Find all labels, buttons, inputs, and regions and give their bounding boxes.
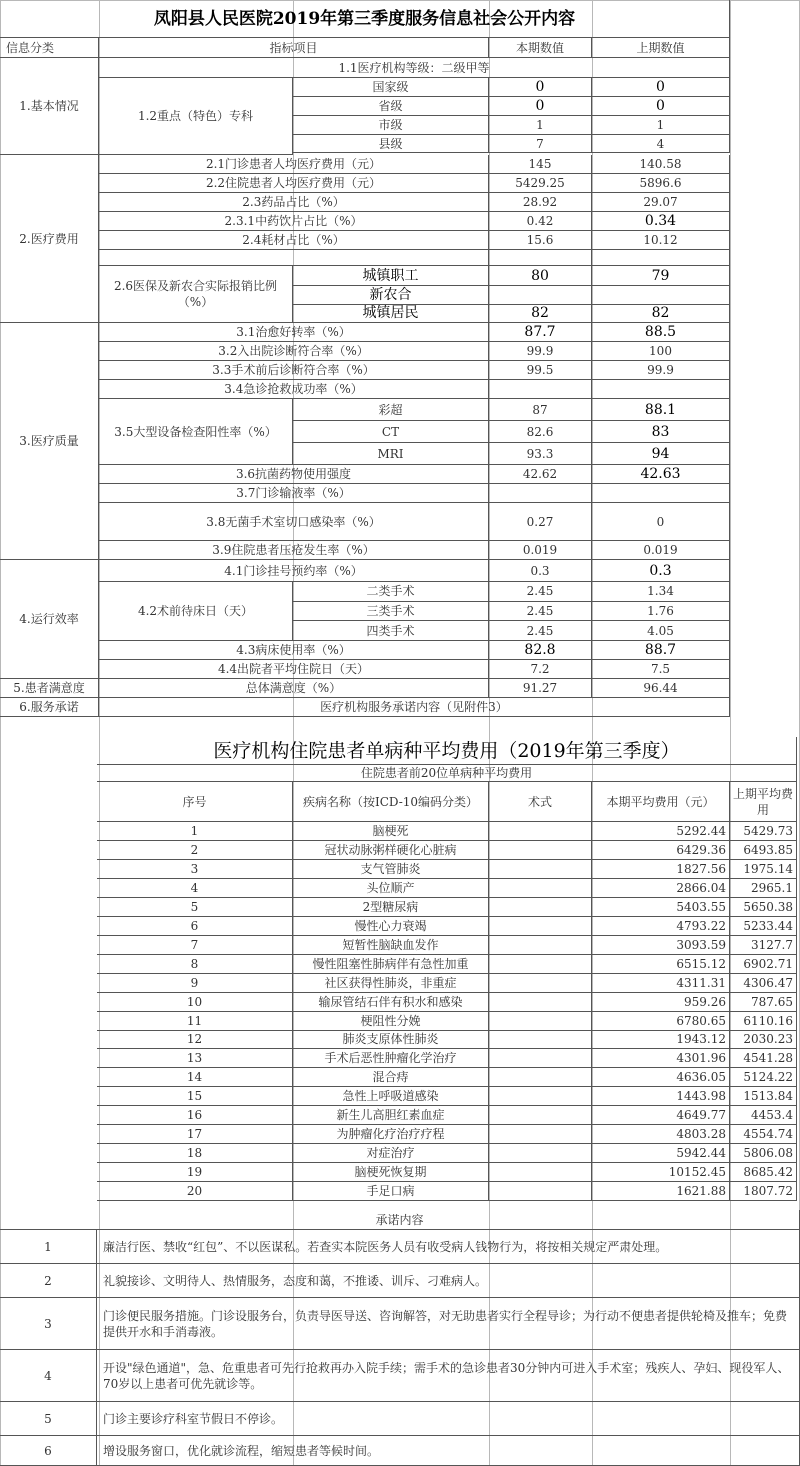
disease-avg-current[interactable]: 3093.59 [592, 936, 730, 955]
header-surgery[interactable]: 术式 [489, 782, 592, 822]
disease-table-title[interactable]: 医疗机构住院患者单病种平均费用（2019年第三季度） [97, 737, 797, 765]
disease-avg-current[interactable]: 4793.22 [592, 917, 730, 936]
disease-avg-current[interactable]: 5942.44 [592, 1144, 730, 1163]
reimbursement-previous[interactable]: 82 [592, 305, 730, 324]
quality-current[interactable]: 0.019 [489, 541, 592, 560]
surgery-class[interactable]: 三类手术 [293, 602, 489, 622]
equipment-label[interactable]: 3.5大型设备检查阳性率（%） [99, 399, 293, 465]
reimbursement-current[interactable] [489, 286, 592, 305]
commitment-no[interactable]: 2 [0, 1264, 97, 1298]
disease-name[interactable]: 手足口病 [293, 1182, 489, 1201]
quality-item[interactable]: 3.6抗菌药物使用强度 [99, 465, 489, 484]
disease-name[interactable]: 肺炎支原体性肺炎 [293, 1030, 489, 1049]
quality-previous[interactable]: 42.63 [592, 465, 730, 484]
disease-seq[interactable]: 9 [97, 974, 293, 993]
disease-surgery[interactable] [489, 1030, 592, 1049]
specialty-current[interactable]: 1 [489, 116, 592, 135]
cost-current[interactable]: 145 [489, 155, 592, 174]
disease-seq[interactable]: 1 [97, 822, 293, 841]
quality-previous[interactable]: 0 [592, 503, 730, 541]
cost-previous[interactable]: 0.34 [592, 212, 730, 231]
disease-avg-current[interactable]: 4636.05 [592, 1068, 730, 1087]
surgery-class[interactable]: 二类手术 [293, 582, 489, 602]
quality-item[interactable]: 3.2入出院诊断符合率（%） [99, 342, 489, 361]
disease-surgery[interactable] [489, 1087, 592, 1106]
efficiency-previous[interactable]: 88.7 [592, 641, 730, 660]
equipment-previous[interactable]: 88.1 [592, 399, 730, 421]
disease-name[interactable]: 对症治疗 [293, 1144, 489, 1163]
disease-avg-current[interactable]: 2866.04 [592, 879, 730, 898]
disease-avg-current[interactable]: 4803.28 [592, 1125, 730, 1144]
specialty-current[interactable]: 7 [489, 135, 592, 153]
equipment-type[interactable]: 彩超 [293, 399, 489, 421]
cost-item[interactable]: 2.1门诊患者人均医疗费用（元） [99, 155, 489, 174]
disease-avg-previous[interactable]: 2030.23 [730, 1030, 797, 1049]
disease-surgery[interactable] [489, 1106, 592, 1125]
reimbursement-type[interactable]: 城镇职工 [293, 266, 489, 286]
disease-seq[interactable]: 20 [97, 1182, 293, 1201]
efficiency-previous[interactable]: 0.3 [592, 560, 730, 582]
commitment-no[interactable]: 4 [0, 1350, 97, 1402]
header-category[interactable]: 信息分类 [0, 38, 99, 58]
disease-surgery[interactable] [489, 1049, 592, 1068]
specialty-current[interactable]: 0 [489, 78, 592, 97]
commitment-text[interactable]: 廉洁行医、禁收“红包”、不以医谋私。若查实本院医务人员有收受病人钱物行为，将按相关规定严肃处理。 [97, 1230, 800, 1264]
equipment-current[interactable]: 87 [489, 399, 592, 421]
disease-avg-current[interactable]: 1443.98 [592, 1087, 730, 1106]
disease-name[interactable]: 2型糖尿病 [293, 898, 489, 917]
category-basic[interactable]: 1.基本情况 [0, 58, 99, 155]
disease-name[interactable]: 梗阻性分娩 [293, 1012, 489, 1031]
disease-surgery[interactable] [489, 898, 592, 917]
disease-avg-current[interactable]: 1827.56 [592, 860, 730, 879]
header-previous[interactable]: 上期数值 [592, 38, 730, 58]
disease-avg-previous[interactable]: 2965.1 [730, 879, 797, 898]
specialty-level[interactable]: 省级 [293, 97, 489, 116]
disease-seq[interactable]: 18 [97, 1144, 293, 1163]
specialty-previous[interactable]: 4 [592, 135, 730, 153]
cost-item[interactable]: 2.4耗材占比（%） [99, 231, 489, 250]
reimbursement-type[interactable]: 城镇居民 [293, 305, 489, 324]
commitment-text[interactable]: 门诊便民服务措施。门诊设服务台，负责导医导送、咨询解答，对无助患者实行全程导诊；为行动不便患者提供轮椅及推车；免费提供开水和手消毒液。 [97, 1298, 800, 1350]
satisfaction-current[interactable]: 91.27 [489, 679, 592, 698]
waiting-current[interactable]: 2.45 [489, 602, 592, 622]
disease-surgery[interactable] [489, 822, 592, 841]
disease-surgery[interactable] [489, 936, 592, 955]
disease-avg-current[interactable]: 4301.96 [592, 1049, 730, 1068]
quality-current[interactable]: 99.5 [489, 361, 592, 380]
disease-seq[interactable]: 7 [97, 936, 293, 955]
disease-name[interactable]: 支气管肺炎 [293, 860, 489, 879]
quality-item[interactable]: 3.4急诊抢救成功率（%） [99, 380, 489, 399]
quality-item[interactable]: 3.3手术前后诊断符合率（%） [99, 361, 489, 380]
disease-name[interactable]: 头位顺产 [293, 879, 489, 898]
disease-seq[interactable]: 15 [97, 1087, 293, 1106]
disease-surgery[interactable] [489, 1163, 592, 1182]
empty-row[interactable] [99, 250, 489, 266]
cost-previous[interactable]: 140.58 [592, 155, 730, 174]
disease-surgery[interactable] [489, 1125, 592, 1144]
disease-avg-previous[interactable]: 5429.73 [730, 822, 797, 841]
disease-table-subtitle[interactable]: 住院患者前20位单病种平均费用 [97, 765, 797, 782]
disease-avg-previous[interactable]: 5124.22 [730, 1068, 797, 1087]
disease-name[interactable]: 混合痔 [293, 1068, 489, 1087]
efficiency-current[interactable]: 0.3 [489, 560, 592, 582]
disease-seq[interactable]: 17 [97, 1125, 293, 1144]
disease-surgery[interactable] [489, 1144, 592, 1163]
efficiency-item[interactable]: 4.1门诊挂号预约率（%） [99, 560, 489, 582]
reimbursement-current[interactable]: 80 [489, 266, 592, 286]
satisfaction-previous[interactable]: 96.44 [592, 679, 730, 698]
disease-avg-current[interactable]: 5403.55 [592, 898, 730, 917]
equipment-type[interactable]: MRI [293, 443, 489, 465]
cost-current[interactable]: 15.6 [489, 231, 592, 250]
disease-name[interactable]: 手术后恶性肿瘤化学治疗 [293, 1049, 489, 1068]
surgery-class[interactable]: 四类手术 [293, 621, 489, 641]
quality-previous[interactable]: 100 [592, 342, 730, 361]
waiting-days-label[interactable]: 4.2术前待床日（天） [99, 582, 293, 641]
waiting-previous[interactable]: 1.76 [592, 602, 730, 622]
disease-avg-previous[interactable]: 1807.72 [730, 1182, 797, 1201]
disease-avg-current[interactable]: 6515.12 [592, 955, 730, 974]
disease-surgery[interactable] [489, 917, 592, 936]
equipment-current[interactable]: 82.6 [489, 421, 592, 443]
disease-seq[interactable]: 10 [97, 993, 293, 1012]
disease-seq[interactable]: 8 [97, 955, 293, 974]
quality-current[interactable]: 42.62 [489, 465, 592, 484]
disease-name[interactable]: 脑梗死恢复期 [293, 1163, 489, 1182]
header-current[interactable]: 本期数值 [489, 38, 592, 58]
quality-previous[interactable]: 0.019 [592, 541, 730, 560]
disease-name[interactable]: 慢性阻塞性肺病伴有急性加重 [293, 955, 489, 974]
disease-avg-previous[interactable]: 787.65 [730, 993, 797, 1012]
disease-name[interactable]: 急性上呼吸道感染 [293, 1087, 489, 1106]
waiting-current[interactable]: 2.45 [489, 621, 592, 641]
disease-avg-previous[interactable]: 4306.47 [730, 974, 797, 993]
empty-cell[interactable] [592, 250, 730, 266]
disease-avg-previous[interactable]: 4541.28 [730, 1049, 797, 1068]
header-seq[interactable]: 序号 [97, 782, 293, 822]
quality-item[interactable]: 3.9住院患者压疮发生率（%） [99, 541, 489, 560]
cost-current[interactable]: 5429.25 [489, 174, 592, 193]
equipment-current[interactable]: 93.3 [489, 443, 592, 465]
disease-avg-previous[interactable]: 5806.08 [730, 1144, 797, 1163]
equipment-previous[interactable]: 94 [592, 443, 730, 465]
disease-surgery[interactable] [489, 974, 592, 993]
disease-avg-current[interactable]: 10152.45 [592, 1163, 730, 1182]
sheet-title[interactable]: 凤阳县人民医院2019年第三季度服务信息社会公开内容 [0, 0, 730, 38]
waiting-previous[interactable]: 1.34 [592, 582, 730, 602]
specialty-level[interactable]: 国家级 [293, 78, 489, 97]
cost-current[interactable]: 28.92 [489, 193, 592, 212]
reimbursement-previous[interactable]: 79 [592, 266, 730, 286]
specialty-level[interactable]: 县级 [293, 135, 489, 153]
disease-name[interactable]: 为肿瘤化疗治疗疗程 [293, 1125, 489, 1144]
header-disease[interactable]: 疾病名称（按ICD-10编码分类） [293, 782, 489, 822]
commitment-text[interactable]: 开设"绿色通道"，急、危重患者可先行抢救再办入院手续；需手术的急诊患者30分钟内可进入手术室；残疾人、孕妇、现役军人、70岁以上患者可优先就诊等。 [97, 1350, 800, 1402]
quality-previous[interactable]: 99.9 [592, 361, 730, 380]
specialty-label[interactable]: 1.2重点（特色）专科 [99, 78, 293, 155]
disease-seq[interactable]: 16 [97, 1106, 293, 1125]
disease-avg-previous[interactable]: 1513.84 [730, 1087, 797, 1106]
reimbursement-type[interactable]: 新农合 [293, 286, 489, 305]
header-item[interactable]: 指标项目 [99, 38, 489, 58]
disease-avg-previous[interactable]: 1975.14 [730, 860, 797, 879]
commitment-text[interactable]: 增设服务窗口，优化就诊流程，缩短患者等候时间。 [97, 1436, 800, 1466]
efficiency-previous[interactable]: 7.5 [592, 660, 730, 679]
category-quality[interactable]: 3.医疗质量 [0, 323, 99, 560]
reimbursement-current[interactable]: 82 [489, 305, 592, 324]
disease-surgery[interactable] [489, 993, 592, 1012]
commitment-no[interactable]: 6 [0, 1436, 97, 1466]
cost-previous[interactable]: 29.07 [592, 193, 730, 212]
disease-avg-previous[interactable]: 8685.42 [730, 1163, 797, 1182]
quality-current[interactable]: 87.7 [489, 323, 592, 342]
header-avg-current[interactable]: 本期平均费用（元） [592, 782, 730, 822]
quality-previous[interactable] [592, 380, 730, 399]
quality-current[interactable] [489, 380, 592, 399]
quality-item[interactable]: 3.8无菌手术室切口感染率（%） [99, 503, 489, 541]
disease-surgery[interactable] [489, 1182, 592, 1201]
disease-avg-previous[interactable]: 5650.38 [730, 898, 797, 917]
disease-name[interactable]: 社区获得性肺炎，非重症 [293, 974, 489, 993]
disease-name[interactable]: 脑梗死 [293, 822, 489, 841]
disease-avg-previous[interactable]: 5233.44 [730, 917, 797, 936]
specialty-previous[interactable]: 0 [592, 78, 730, 97]
disease-avg-current[interactable]: 959.26 [592, 993, 730, 1012]
disease-surgery[interactable] [489, 879, 592, 898]
specialty-level[interactable]: 市级 [293, 116, 489, 135]
waiting-current[interactable]: 2.45 [489, 582, 592, 602]
disease-seq[interactable]: 11 [97, 1012, 293, 1031]
category-cost[interactable]: 2.医疗费用 [0, 155, 99, 323]
disease-avg-current[interactable]: 1621.88 [592, 1182, 730, 1201]
disease-seq[interactable]: 19 [97, 1163, 293, 1182]
commitment-row[interactable]: 医疗机构服务承诺内容（见附件3） [99, 698, 730, 717]
cost-current[interactable]: 0.42 [489, 212, 592, 231]
quality-current[interactable]: 99.9 [489, 342, 592, 361]
disease-seq[interactable]: 4 [97, 879, 293, 898]
disease-avg-current[interactable]: 6780.65 [592, 1012, 730, 1031]
disease-surgery[interactable] [489, 1068, 592, 1087]
cost-previous[interactable]: 5896.6 [592, 174, 730, 193]
commitment-no[interactable]: 1 [0, 1230, 97, 1264]
commitment-title[interactable]: 承诺内容 [0, 1210, 800, 1230]
disease-avg-previous[interactable]: 4453.4 [730, 1106, 797, 1125]
disease-seq[interactable]: 13 [97, 1049, 293, 1068]
reimbursement-label[interactable]: 2.6医保及新农合实际报销比例（%） [99, 266, 293, 323]
disease-name[interactable]: 短暂性脑缺血发作 [293, 936, 489, 955]
specialty-current[interactable]: 0 [489, 97, 592, 116]
commitment-text[interactable]: 礼貌接诊、文明待人、热情服务，态度和蔼，不推诿、训斥、刁难病人。 [97, 1264, 800, 1298]
disease-surgery[interactable] [489, 860, 592, 879]
disease-avg-previous[interactable]: 6110.16 [730, 1012, 797, 1031]
reimbursement-previous[interactable] [592, 286, 730, 305]
disease-avg-current[interactable]: 5292.44 [592, 822, 730, 841]
cost-item[interactable]: 2.2住院患者人均医疗费用（元） [99, 174, 489, 193]
category-efficiency[interactable]: 4.运行效率 [0, 560, 99, 679]
disease-surgery[interactable] [489, 1012, 592, 1031]
disease-avg-current[interactable]: 1943.12 [592, 1030, 730, 1049]
disease-seq[interactable]: 5 [97, 898, 293, 917]
commitment-no[interactable]: 3 [0, 1298, 97, 1350]
disease-avg-current[interactable]: 4649.77 [592, 1106, 730, 1125]
equipment-previous[interactable]: 83 [592, 421, 730, 443]
category-satisfaction[interactable]: 5.患者满意度 [0, 679, 99, 698]
efficiency-item[interactable]: 4.4出院者平均住院日（天） [99, 660, 489, 679]
specialty-previous[interactable]: 0 [592, 97, 730, 116]
efficiency-item[interactable]: 4.3病床使用率（%） [99, 641, 489, 660]
disease-name[interactable]: 输尿管结石伴有积水和感染 [293, 993, 489, 1012]
disease-avg-previous[interactable]: 6902.71 [730, 955, 797, 974]
category-commitment[interactable]: 6.服务承诺 [0, 698, 99, 717]
quality-previous[interactable]: 88.5 [592, 323, 730, 342]
empty-cell[interactable] [489, 250, 592, 266]
disease-avg-previous[interactable]: 6493.85 [730, 841, 797, 860]
disease-avg-previous[interactable]: 3127.7 [730, 936, 797, 955]
equipment-type[interactable]: CT [293, 421, 489, 443]
disease-seq[interactable]: 12 [97, 1030, 293, 1049]
quality-current[interactable] [489, 484, 592, 503]
disease-avg-current[interactable]: 4311.31 [592, 974, 730, 993]
satisfaction-item[interactable]: 总体满意度（%） [99, 679, 489, 698]
disease-seq[interactable]: 3 [97, 860, 293, 879]
disease-name[interactable]: 慢性心力衰竭 [293, 917, 489, 936]
disease-avg-previous[interactable]: 4554.74 [730, 1125, 797, 1144]
disease-name[interactable]: 冠状动脉粥样硬化心脏病 [293, 841, 489, 860]
disease-seq[interactable]: 2 [97, 841, 293, 860]
disease-avg-current[interactable]: 6429.36 [592, 841, 730, 860]
efficiency-current[interactable]: 82.8 [489, 641, 592, 660]
efficiency-current[interactable]: 7.2 [489, 660, 592, 679]
cost-item[interactable]: 2.3.1中药饮片占比（%） [99, 212, 489, 231]
quality-item[interactable]: 3.1治愈好转率（%） [99, 323, 489, 342]
commitment-text[interactable]: 门诊主要诊疗科室节假日不停诊。 [97, 1402, 800, 1436]
disease-surgery[interactable] [489, 955, 592, 974]
disease-name[interactable]: 新生儿高胆红素血症 [293, 1106, 489, 1125]
header-avg-previous[interactable]: 上期平均费用 [730, 782, 797, 822]
quality-item[interactable]: 3.7门诊输液率（%） [99, 484, 489, 503]
disease-seq[interactable]: 14 [97, 1068, 293, 1087]
waiting-previous[interactable]: 4.05 [592, 621, 730, 641]
quality-current[interactable]: 0.27 [489, 503, 592, 541]
cost-item[interactable]: 2.3药品占比（%） [99, 193, 489, 212]
disease-seq[interactable]: 6 [97, 917, 293, 936]
quality-previous[interactable] [592, 484, 730, 503]
cost-previous[interactable]: 10.12 [592, 231, 730, 250]
disease-surgery[interactable] [489, 841, 592, 860]
hospital-level-row[interactable]: 1.1医疗机构等级：二级甲等 [99, 58, 730, 78]
commitment-no[interactable]: 5 [0, 1402, 97, 1436]
specialty-previous[interactable]: 1 [592, 116, 730, 135]
